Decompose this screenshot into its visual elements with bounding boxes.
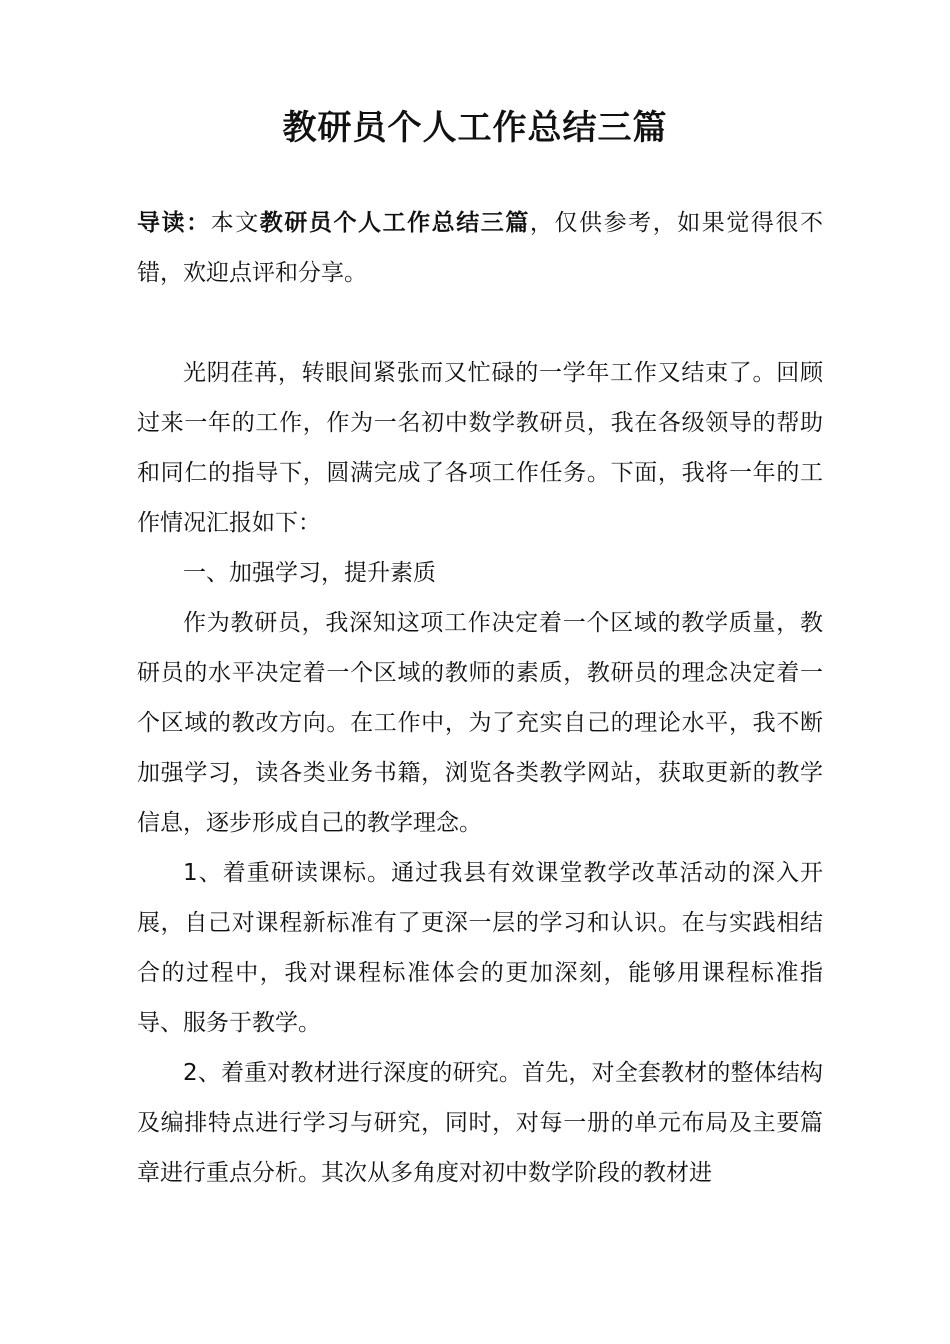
body-paragraph: 1、着重研读课标。通过我县有效课堂教学改革活动的深入开展，自己对课程新标准有了更深一层的学习和认识。在与实践相结合的过程中，我对课程标准体会的更加深刻，能够用课程标准指导、服务于教学。: [137, 860, 823, 1036]
body-paragraph: 作为教研员，我深知这项工作决定着一个区域的教学质量，教研员的水平决定着一个区域的教师的素质，教研员的理念决定着一个区域的教改方向。在工作中，为了充实自己的理论水平，我不断加强学习，读各类业务书籍，浏览各类教学网站，获取更新的教学信息，逐步形成自己的教学理念。: [137, 610, 823, 836]
document-body: [137, 348, 823, 1198]
intro-label: 导读：: [137, 210, 211, 236]
intro-title: 教研员个人工作总结三篇: [259, 210, 530, 236]
intro-lead: 本文: [210, 210, 260, 236]
document-content: [137, 198, 823, 1198]
body-paragraph: 2、着重对教材进行深度的研究。首先，对全套教材的整体结构及编排特点进行学习与研究，同时，对每一册的单元布局及主要篇章进行重点分析。其次从多角度对初中数学阶段的教材进: [137, 1060, 823, 1186]
body-paragraph: 光阴荏苒，转眼间紧张而又忙碌的一学年工作又结束了。回顾过来一年的工作，作为一名初中数学教研员，我在各级领导的帮助和同仁的指导下，圆满完成了各项工作任务。下面，我将一年的工作情况汇报如下：: [137, 360, 823, 536]
document-title: 教研员个人工作总结三篇: [282, 108, 668, 148]
section-heading: 一、加强学习，提升素质: [183, 560, 436, 586]
intro-rest: ，仅供参考，如果觉得很不错，欢迎点评和分享。: [137, 210, 824, 286]
intro-paragraph: [137, 198, 823, 298]
